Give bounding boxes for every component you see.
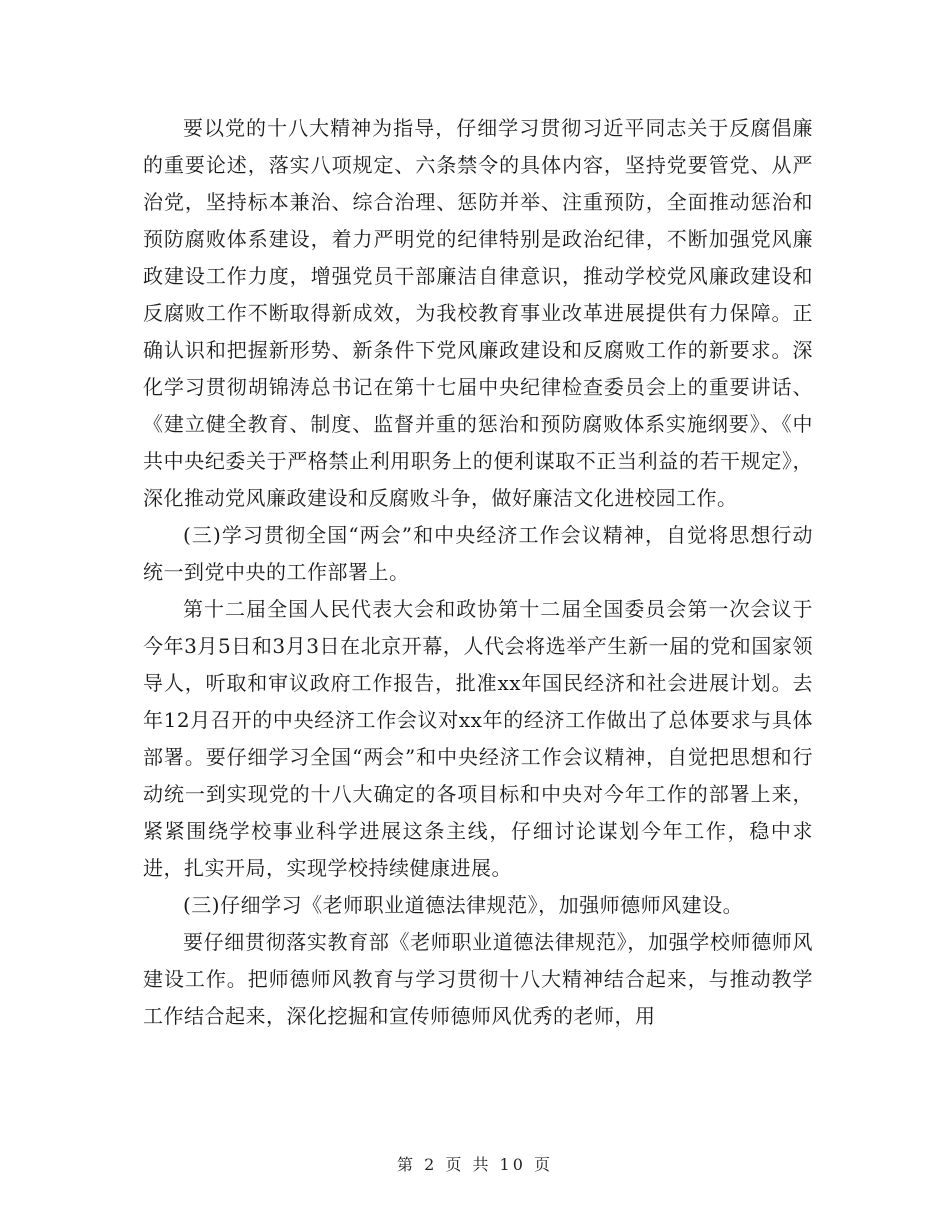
- paragraph-teacher-ethics: 要仔细贯彻落实教育部《老师职业道德法律规范》，加强学校师德师风建设工作。把师德师风教育与学习贯彻十八大精神结合起来，与推动教学工作结合起来，深化挖掘和宣传师德师风优秀的老师，用: [143, 930, 813, 1028]
- heading-teacher-ethics: (三)仔细学习《老师职业道德法律规范》，加强师德师风建设。: [183, 893, 744, 917]
- paragraph-two-sessions: 第十二届全国人民代表大会和政协第十二届全国委员会第一次会议于今年3月5日和3月3日在北京开幕，人代会将选举产生新一届的党和国家领导人，听取和审议政府工作报告，批准xx年国民经济和社会进展计划。去年12月召开的中央经济工作会议对xx年的经济工作做出了总体要求与具体部署。要仔细学习全国“两会”和中央经济工作会议精神，自觉把思想和行动统一到实现党的十八大确定的各项目标和中央对今年工作的部署上来，紧紧围绕学校事业科学进展这条主线，仔细讨论谋划今年工作，稳中求进，扎实开局，实现学校持续健康进展。: [143, 597, 813, 880]
- paragraph-anti-corruption: 要以党的十八大精神为指导，仔细学习贯彻习近平同志关于反腐倡廉的重要论述，落实八项规定、六条禁令的具体内容，坚持党要管党、从严治党，坚持标本兼治、综合治理、惩防并举、注重预防，全面推动惩治和预防腐败体系建设，着力严明党的纪律特别是政治纪律，不断加强党风廉政建设工作力度，增强党员干部廉洁自律意识，推动学校党风廉政建设和反腐败工作不断取得新成效，为我校教育事业改革进展提供有力保障。正确认识和把握新形势、新条件下党风廉政建设和反腐败工作的新要求。深化学习贯彻胡锦涛总书记在第十七届中央纪律检查委员会上的重要讲话、《建立健全教育、制度、监督并重的惩治和预防腐败体系实施纲要》、《中共中央纪委关于严格禁止利用职务上的便利谋取不正当利益的若干规定》，深化推动党风廉政建设和反腐败斗争，做好廉洁文化进校园工作。: [143, 116, 813, 510]
- document-body: [143, 110, 813, 1035]
- page-number-footer: 第 2 页 共 10 页: [397, 1155, 553, 1174]
- heading-two-sessions: (三)学习贯彻全国“两会”和中央经济工作会议精神，自觉将思想行动统一到党中央的工作部署上。: [143, 523, 813, 584]
